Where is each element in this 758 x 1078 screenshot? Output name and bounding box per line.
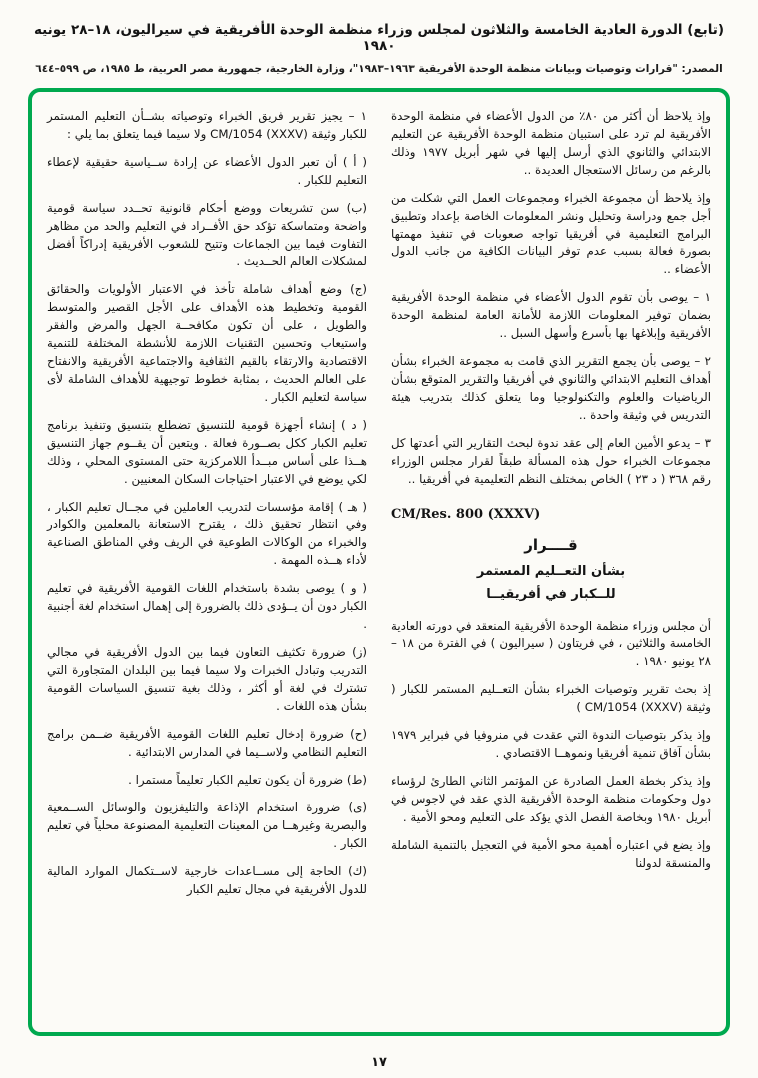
numbered-clause: ٢ – يوصى بأن يجمع التقرير الذي قامت به مجموعة الخبراء بشأن أهداف التعليم الابتدائي والثانوي في أفريقيا والتقرير المتوقع بشأن الرياضيات والعلوم والتكنولوجيا وما يتعلق كذلك بتدريب هيئة التدريس في وثيقة واحدة .. bbox=[391, 354, 711, 422]
numbered-clause: ١ – يجيز تقرير فريق الخبراء وتوصياته بشــأن التعليم المستمر للكبار وثيقة CM/1054 (XXXV) ولا سيما فيما يتعلق بما يلي : bbox=[47, 109, 367, 141]
resolution-heading: قــــرار bbox=[524, 535, 578, 554]
document-title: (تابع) الدورة العادية الخامسة والثلاثون لمجلس وزراء منظمة الوحدة الأفريقية في سيراليون، ١٨–٢٨ يونيه ١٩٨٠ bbox=[33, 22, 725, 54]
paragraph: وإذ يلاحظ أن أكثر من ٨٠٪ من الدول الأعضاء في منظمة الوحدة الأفريقية لم ترد على استبيان منظمة الوحدة الأفريقية عن التعليم الابتدائي والثانوي الذي أرسل إليها في شهر أبريل ١٩٧٧ وذلك بالرغم من رسائل الاستعجال العديدة .. bbox=[391, 109, 711, 177]
lettered-clause: (ز) ضرورة تكثيف التعاون فيما بين الدول الأفريقية في مجالي التدريب وتبادل الخبرات ولا سيما فيما بين البلدان المتجاورة التي تشترك في لغة أو أكثر ، وذلك بغية تنسيق السياسات القومية بشأن هذه اللغات . bbox=[47, 644, 367, 713]
green-border-box bbox=[28, 88, 730, 1036]
lettered-clause: (ك) الحاجة إلى مســاعدات خارجية لاســتكمال الموارد المالية للدول الأفريقية في مجال تعليم الكبار bbox=[47, 864, 367, 897]
lettered-clause: (ح) ضرورة إدخال تعليم اللغات القومية الأفريقية ضــمن برامج التعليم النظامي ولاســيما في المدارس الابتدائية . bbox=[47, 726, 367, 759]
numbered-clause: ٣ – يدعو الأمين العام إلى عقد ندوة لبحث التقارير التي أعدتها كل مجموعات الخبراء حول هذه المسألة طبقاً لقرار مجلس الوزراء رقم ٣٦٨ ( د ٢٣ ) الخاص بمختلف النظم التعليمية في أفريقيا .. bbox=[391, 435, 711, 486]
lettered-clause: ( د ) إنشاء أجهزة قومية للتنسيق تضطلع بتنسيق وتنفيذ برنامج تعليم الكبار ككل بصــورة فعالة . ويتعين أن يقــوم جهاز التنسيق هــذا على أساس مبــدأ اللامركزية حتى المستوى المحلي ، وذلك لكي يوضع في الاعتبار احتياجات السكان المعنيين . bbox=[47, 417, 367, 486]
source-citation: المصدر: "قرارات وتوصيات وبيانات منظمة الوحدة الأفريقية ١٩٦٣–١٩٨٣"، وزارة الخارجية، جمهورية مصر العربية، ط ١٩٨٥، ص ٥٩٩–٦٤٤ bbox=[35, 63, 723, 75]
two-column-layout bbox=[47, 108, 711, 1022]
lettered-clause: ( و ) يوصى بشدة باستخدام اللغات القومية الأفريقية في تعليم الكبار دون أن يــؤدى ذلك بالضرورة إلى إهمال استخدام لغة أجنبية . bbox=[47, 581, 367, 632]
resolution-subtitle: للــكبار في أفريقيــا bbox=[486, 586, 616, 602]
paragraph: وإذ يذكر بتوصيات الندوة التي عقدت في منروفيا في فبراير ١٩٧٩ بشأن آفاق تنمية أفريقيا ونموهــا الاقتصادي . bbox=[391, 728, 711, 761]
lettered-clause: ( أ ) أن تعبر الدول الأعضاء عن إرادة ســياسية حقيقية لإعطاء التعليم للكبار . bbox=[47, 154, 367, 187]
page-number: ١٧ bbox=[371, 1055, 387, 1070]
lettered-clause: ( هـ ) إقامة مؤسسات لتدريب العاملين في مجــال تعليم الكبار ، وفي انتظار تحقيق ذلك ، يقترح الاستعانة بالمعلمين والكوادر والخبراء من الوكالات الطوعية في الريف وفي المناطق الصناعية لأداء هــذه المهمة . bbox=[47, 499, 367, 568]
paragraph: أن مجلس وزراء منظمة الوحدة الأفريقية المنعقد في دورته العادية الخامسة والثلاثين ، في فريتاون ( سيراليون ) في الفترة من ١٨ – ٢٨ يونيو ١٩٨٠ . bbox=[391, 618, 712, 669]
resolution-subtitle: بشأن التعــليم المستمر bbox=[476, 563, 626, 579]
lettered-clause: (ب) سن تشريعات ووضع أحكام قانونية تحــدد سياسة قومية واضحة ومتماسكة تؤكد حق الأفــراد في التعليم والحد من مظاهر التفاوت فيما بين الجماعات وتتيح للشعوب الأفريقية إدراكاً أفضل لمشكلات العالم الحــديث . bbox=[47, 200, 367, 269]
document-header bbox=[0, 0, 758, 75]
numbered-clause: ١ – يوصى بأن تقوم الدول الأعضاء في منظمة الوحدة الأفريقية بضمان توفير المعلومات اللازمة للأمانة العامة لمنظمة الوحدة الأفريقية وإبلاغها بها بأسرع وأسهل السبل .. bbox=[391, 290, 711, 341]
paragraph: وإذ يضع في اعتباره أهمية محو الأمية في التعجيل بالتنمية الشاملة والمنسقة لدولنا bbox=[391, 837, 711, 870]
resolution-reference: CM/Res. 800 (XXXV) bbox=[391, 506, 541, 522]
paragraph: إذ بحث تقرير وتوصيات الخبراء بشأن التعــليم المستمر للكبار ( وثيقة CM/1054 (XXXV) ) bbox=[391, 682, 711, 715]
lettered-clause: (ى) ضرورة استخدام الإذاعة والتليفزيون والوسائل الســمعية والبصرية وغيرهــا من المعينات التعليمية المصنوعة محلياً في تعليم الكبار . bbox=[47, 800, 367, 851]
paragraph: وإذ يلاحظ أن مجموعة الخبراء ومجموعات العمل التي شكلت من أجل جمع ودراسة وتحليل ونشر المعلومات الخاصة بإعداد وتطبيق البرامج التعليمية في أفريقيا تواجه صعوبات في تنفيذ مهمتها بصورة فعالة بسبب عدم توفر البيانات الكافية من جانب الدول الأعضاء .. bbox=[391, 190, 711, 277]
lettered-clause: (ط) ضرورة أن يكون تعليم الكبار تعليماً مستمرا . bbox=[128, 772, 367, 787]
left-column bbox=[47, 108, 367, 1022]
right-column bbox=[391, 108, 711, 1022]
paragraph: وإذ يذكر بخطة العمل الصادرة عن المؤتمر الثاني الطارئ لرؤساء دول وحكومات منظمة الوحدة الأفريقية الذي عقد في لاجوس في أبريل ١٩٨٠ وبخاصة الفصل الذي يؤكد على التعليم ومحو الأمية . bbox=[391, 773, 711, 824]
lettered-clause: (ج) وضع أهداف شاملة تأخذ في الاعتبار الأولويات والحقائق القومية وتخطيط هذه الأهداف على الأجل القصير والمتوسط والطويل ، على أن تكون مكافحــة الجهل والمرض والفقر واستيعاب وتحسين التقنيات اللازمة للأنشطة المختلفة للتنمية الاقتصادية والارتقاء بالقيم الثقافية والاجتماعية الأفريقية والانفتاح على العالم الحديث ، بمثابة خطوط توجيهية للأهداف الشاملة لأى سياسة لتعليم الكبار . bbox=[47, 282, 367, 404]
